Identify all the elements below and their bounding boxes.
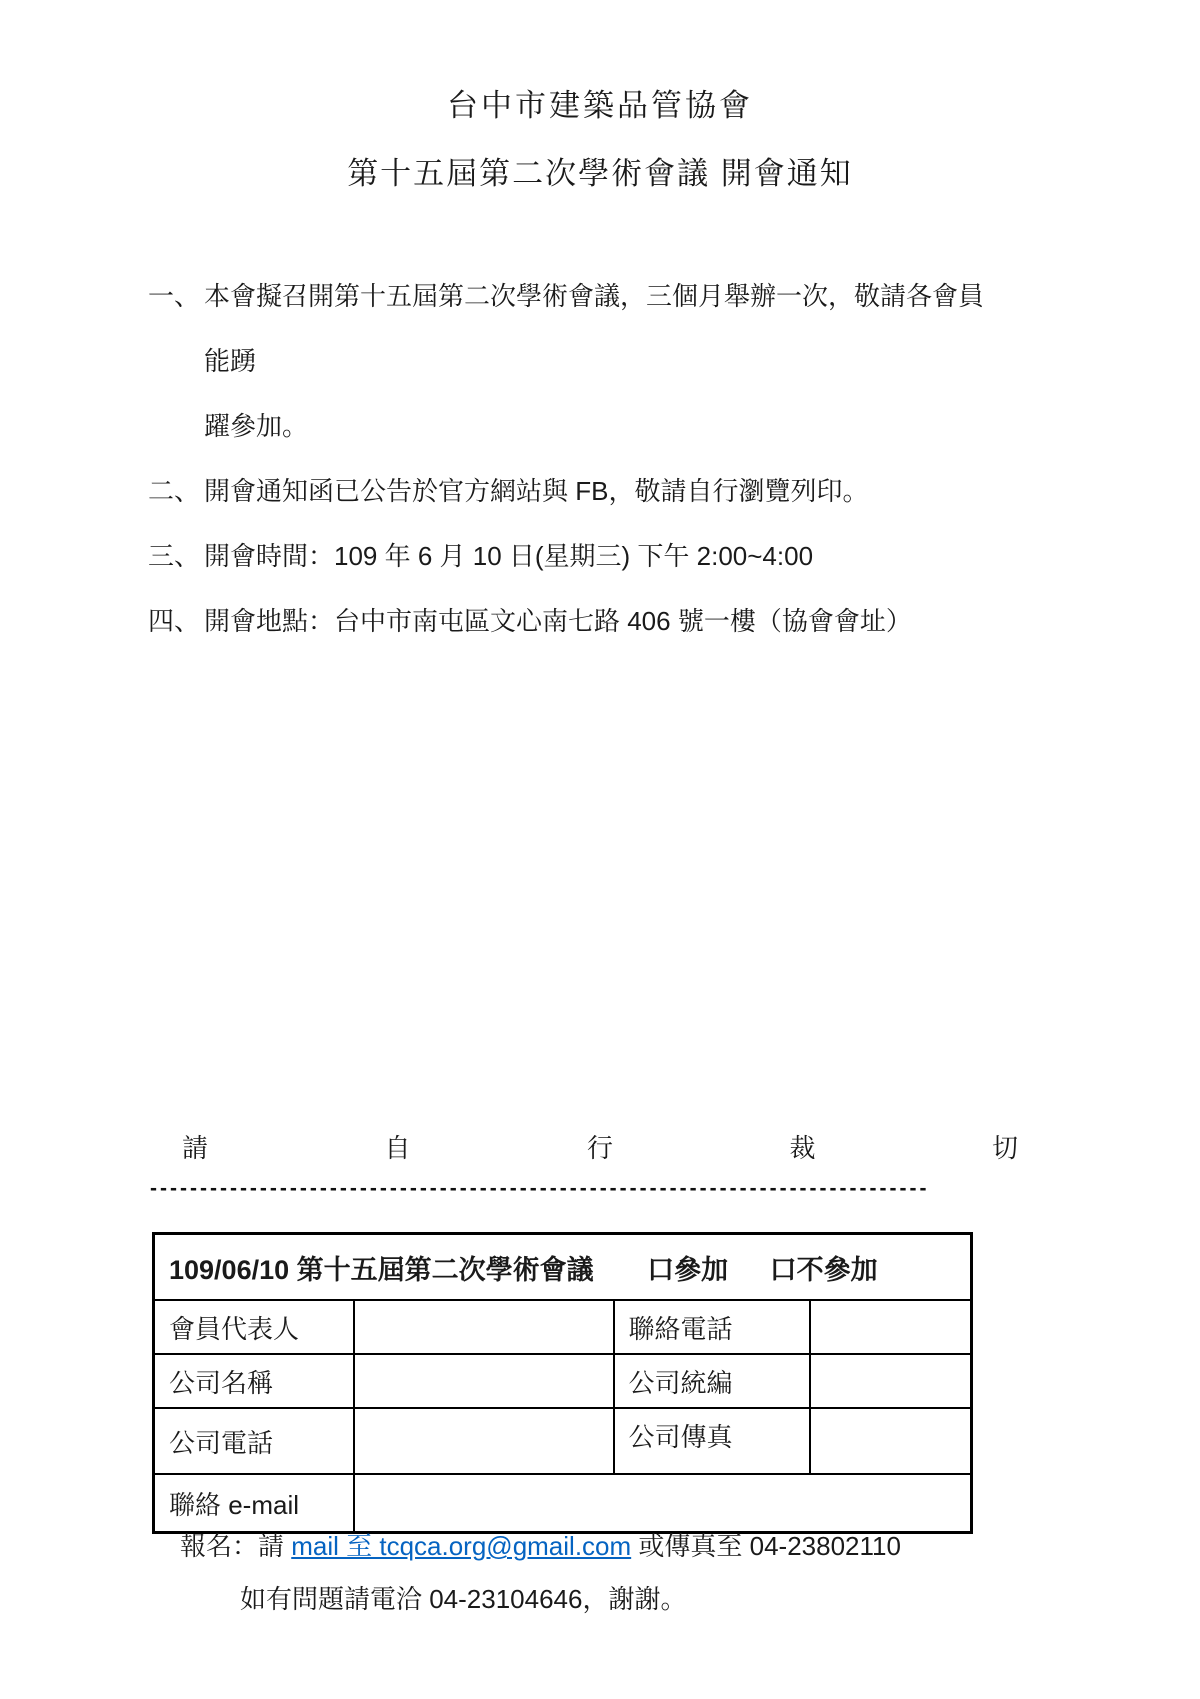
field-company-tax-id — [810, 1354, 972, 1408]
label-member-representative: 會員代表人 — [154, 1300, 354, 1354]
label-company-tax-id: 公司統編 — [614, 1354, 810, 1408]
registration-suffix: 或傳真至 04-23802110 — [631, 1531, 901, 1561]
field-company-fax — [810, 1408, 972, 1474]
item-number: 四、 — [148, 606, 201, 636]
label-company-fax: 公司傳真 — [614, 1408, 810, 1474]
label-contact-email: 聯絡 e-mail — [154, 1474, 354, 1533]
item-number: 二、 — [148, 476, 201, 506]
phone-inquiry-note: 如有問題請電洽 04-23104646，謝謝。 — [240, 1584, 687, 1614]
notice-item-1 — [148, 264, 1008, 459]
item-text-line2: 躍參加。 — [204, 411, 309, 441]
not-attend-checkbox-option: 口不參加 — [769, 1254, 878, 1285]
item-text-line1: 本會擬召開第十五屆第二次學術會議，三個月舉辦一次，敬請各會員能踴 — [204, 281, 985, 376]
cut-char: 切 — [991, 1133, 1018, 1163]
item-text: 開會地點：台中市南屯區文心南七路 406 號一樓（協會會址） — [204, 606, 912, 636]
item-number: 一、 — [148, 281, 201, 311]
field-company-name — [354, 1354, 614, 1408]
email-link[interactable]: mail 至 tcqca.org@gmail.com — [291, 1531, 632, 1561]
cut-char: 行 — [586, 1133, 613, 1163]
cut-dashed-line: ------------------------------------------------------------------------------ — [150, 1177, 930, 1200]
attend-checkbox-option: 口參加 — [647, 1254, 729, 1285]
notice-item-3 — [148, 524, 1008, 589]
cut-char: 請 — [182, 1133, 209, 1163]
item-text — [204, 264, 1008, 459]
registration-prefix: 報名：請 — [180, 1531, 292, 1561]
table-row — [154, 1354, 972, 1408]
label-company-name: 公司名稱 — [154, 1354, 354, 1408]
label-company-phone: 公司電話 — [154, 1408, 354, 1474]
item-text: 開會時間：109 年 6 月 10 日(星期三) 下午 2:00~4:00 — [204, 541, 814, 571]
field-company-phone — [354, 1408, 614, 1474]
notice-item-4 — [148, 589, 1008, 654]
notice-items — [148, 264, 1008, 654]
table-row — [154, 1408, 972, 1474]
registration-line — [180, 1526, 901, 1563]
doc-title: 台中市建築品管協會 — [447, 88, 753, 123]
form-header-title: 109/06/10 第十五屆第二次學術會議 — [169, 1254, 594, 1285]
cut-here-section — [150, 1128, 1050, 1201]
cut-char: 裁 — [789, 1133, 816, 1163]
registration-instructions — [180, 1526, 901, 1616]
cut-here-label — [150, 1128, 1050, 1165]
item-number: 三、 — [148, 541, 201, 571]
field-contact-email — [354, 1474, 972, 1533]
label-contact-phone: 聯絡電話 — [614, 1300, 810, 1354]
reply-form-table — [152, 1232, 973, 1534]
cut-char: 自 — [384, 1133, 411, 1163]
table-row — [154, 1300, 972, 1354]
form-header — [154, 1234, 972, 1301]
table-row — [154, 1474, 972, 1533]
field-contact-phone — [810, 1300, 972, 1354]
field-member-representative — [354, 1300, 614, 1354]
doc-subtitle: 第十五屆第二次學術會議 開會通知 — [347, 156, 853, 191]
title-block — [0, 80, 1200, 193]
notice-item-2 — [148, 459, 1008, 524]
form-header-row — [154, 1234, 972, 1301]
item-text: 開會通知函已公告於官方網站與 FB，敬請自行瀏覽列印。 — [204, 476, 869, 506]
